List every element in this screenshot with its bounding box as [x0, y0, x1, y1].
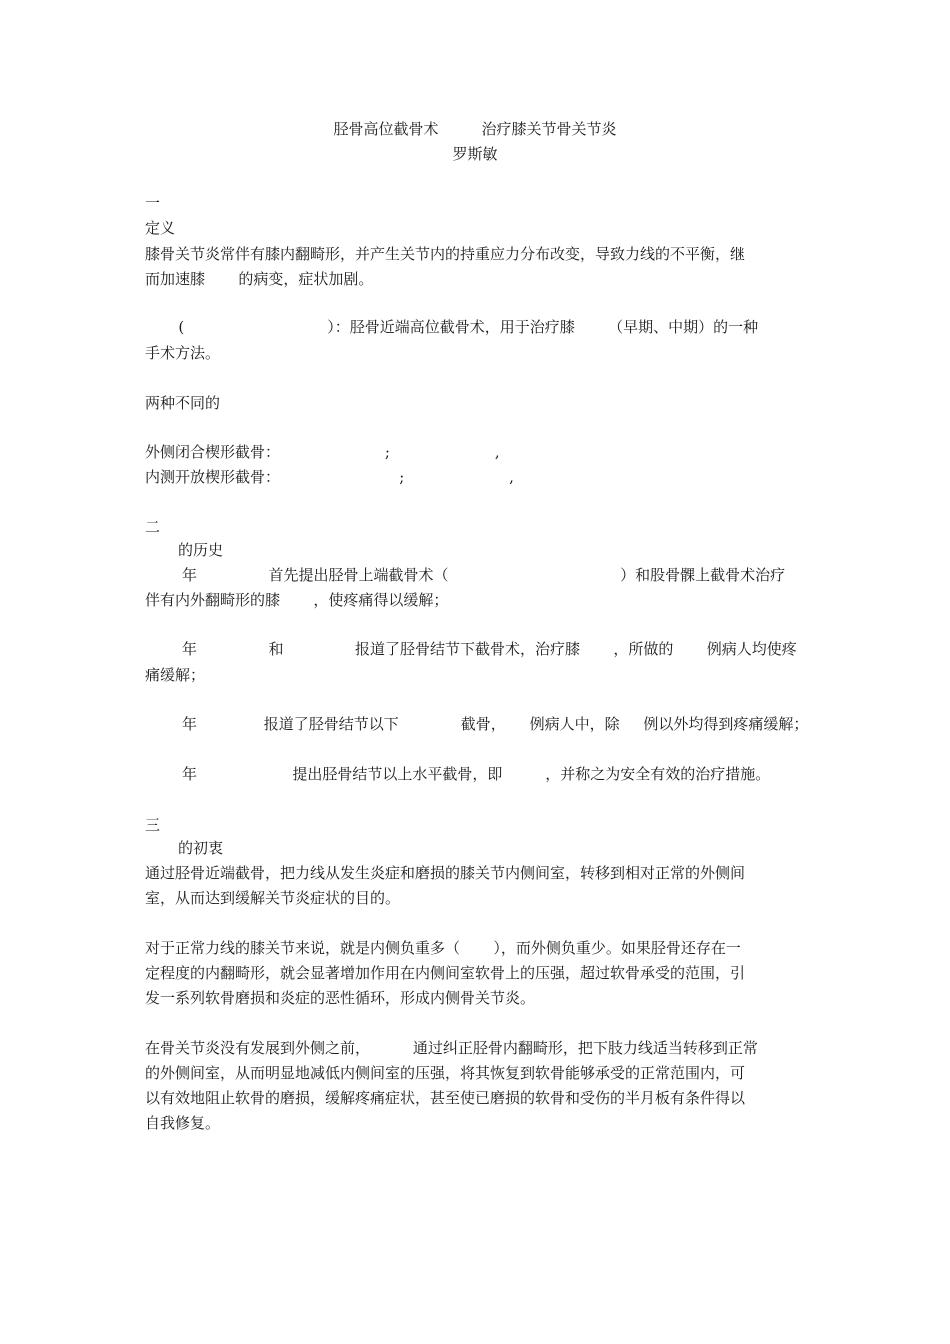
paragraph-line: 通过胫骨近端截骨，把力线从发生炎症和磨损的膝关节内侧间室，转移到相对正常的外侧间 — [145, 864, 746, 882]
paragraph-line: 的外侧间室，从而明显地减低内侧间室的压强，将其恢复到软骨能够承受的正常范围内，可 — [145, 1064, 746, 1082]
paragraph-line: 年 报道了胫骨结节以下 截骨， 例病人中，除 例以外均得到疼痛缓解； — [182, 715, 809, 733]
paragraph-line: 以有效地阻止软骨的磨损，缓解疼痛症状，甚至使已磨损的软骨和受伤的半月板有条件得以 — [145, 1089, 746, 1107]
section-number: 三 — [145, 816, 161, 834]
paragraph-line: 而加速膝 的病变，症状加剧。 — [145, 270, 374, 288]
section-heading: 的历史 — [178, 541, 224, 559]
section-number: 二 — [145, 518, 161, 536]
paragraph-line: 在骨关节炎没有发展到外侧之前， 通过纠正胫骨内翻畸形，把下肢力线适当转移到正常 — [145, 1039, 758, 1057]
paragraph-line: 膝骨关节炎常伴有膝内翻畸形，并产生关节内的持重应力分布改变，导致力线的不平衡，继 — [145, 245, 746, 263]
paragraph-line: 两种不同的 — [145, 394, 221, 412]
paragraph-line: 发一系列软骨磨损和炎症的恶性循环，形成内侧骨关节炎。 — [145, 989, 536, 1007]
author-name: 罗斯敏 — [452, 145, 498, 163]
section-number: 一 — [145, 194, 161, 212]
paragraph-line: 外侧闭合楔形截骨： ; , — [145, 443, 500, 461]
paragraph-line: 痛缓解； — [145, 666, 206, 684]
document-title: 胫骨高位截骨术 治疗膝关节骨关节炎 — [333, 120, 617, 138]
paragraph-line: 对于正常力线的膝关节来说，就是内侧负重多（ ），而外侧负重少。如果胫骨还存在一 — [145, 939, 741, 957]
section-heading: 的初衷 — [178, 839, 224, 857]
paragraph-line: 室，从而达到缓解关节炎症状的目的。 — [145, 889, 401, 907]
paragraph-line: 定程度的内翻畸形，就会显著增加作用在内侧间室软骨上的压强，超过软骨承受的范围，引 — [145, 964, 746, 982]
paragraph-line: ( ）：胫骨近端高位截骨术，用于治疗膝 （早期、中期）的一种 — [145, 318, 759, 336]
paragraph-line: 年 提出胫骨结节以上水平截骨，即 ，并称之为安全有效的治疗措施。 — [182, 765, 771, 783]
paragraph-line: 年 首先提出胫骨上端截骨术（ ）和股骨髁上截骨术治疗 — [182, 566, 786, 584]
paragraph-line: 手术方法。 — [145, 344, 221, 362]
paragraph-line: 自我修复。 — [145, 1114, 221, 1132]
paragraph-line: 年 和 报道了胫骨结节下截骨术，治疗膝 ，所做的 例病人均使疼 — [182, 640, 797, 658]
paragraph-line: 内测开放楔形截骨： ; , — [145, 468, 514, 486]
paragraph-line: 伴有内外翻畸形的膝 ，使疼痛得以缓解； — [145, 591, 449, 609]
section-heading: 定义 — [145, 219, 176, 237]
